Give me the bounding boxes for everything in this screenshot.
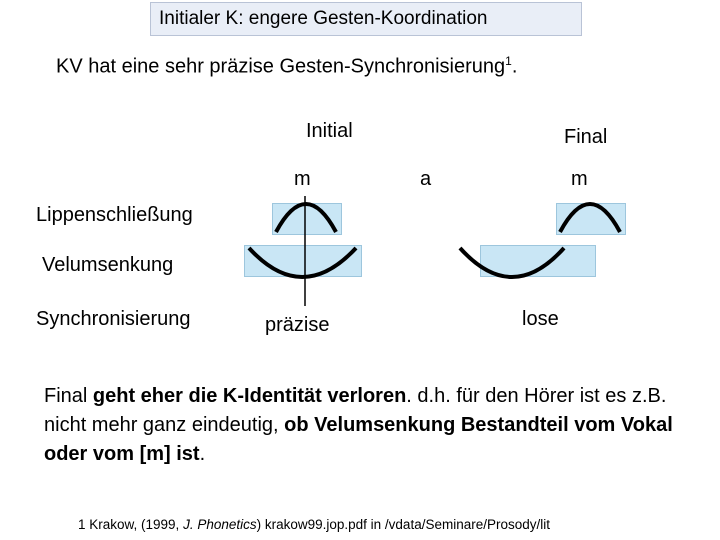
footnote (78, 517, 550, 532)
footnote-pre: 1 Krakow, (1999, (78, 517, 184, 532)
summary-bold-2: ob Velumsenkung Bestandteil vom Vokal oder vom [m] ist (44, 414, 673, 465)
summary-bold-1: geht eher die K-Identität verloren (92, 385, 407, 407)
footnote-post: ) krakow99.jop.pdf in /vdata/Seminare/Prosody/lit (256, 517, 551, 532)
slide-title: Initialer K: engere Gesten-Koordination (150, 2, 582, 36)
footnote-journal: J. Phonetics (183, 517, 257, 532)
summary-paragraph (44, 382, 684, 469)
row-label-sync: Synchronisierung (36, 308, 191, 330)
summary-part-2: . d.h. für den Hörer ist es z.B. nicht mehr ganz eindeutig, (44, 385, 667, 436)
summary-part-3: . (199, 443, 206, 465)
footnote-marker: 1 (505, 54, 512, 68)
segment-m-initial: m (294, 168, 311, 190)
summary-part-1: Final (44, 385, 93, 407)
lips-gesture-final (560, 204, 620, 232)
subtitle-text: KV hat eine sehr präzise Gesten-Synchronisierung (56, 55, 506, 78)
row-label-velum: Velumsenkung (42, 254, 174, 276)
subtitle-end: . (511, 55, 518, 78)
column-initial-label: Initial (306, 120, 353, 142)
segment-m-final: m (571, 168, 588, 190)
velum-gesture-final (460, 248, 564, 277)
segment-a: a (420, 168, 432, 190)
sync-value-final: lose (522, 308, 559, 330)
column-final-label: Final (564, 126, 608, 148)
row-label-lips: Lippenschließung (36, 204, 193, 226)
velum-gesture-initial (249, 248, 356, 277)
sync-value-initial: präzise (265, 314, 330, 336)
lips-gesture-initial (276, 204, 336, 232)
